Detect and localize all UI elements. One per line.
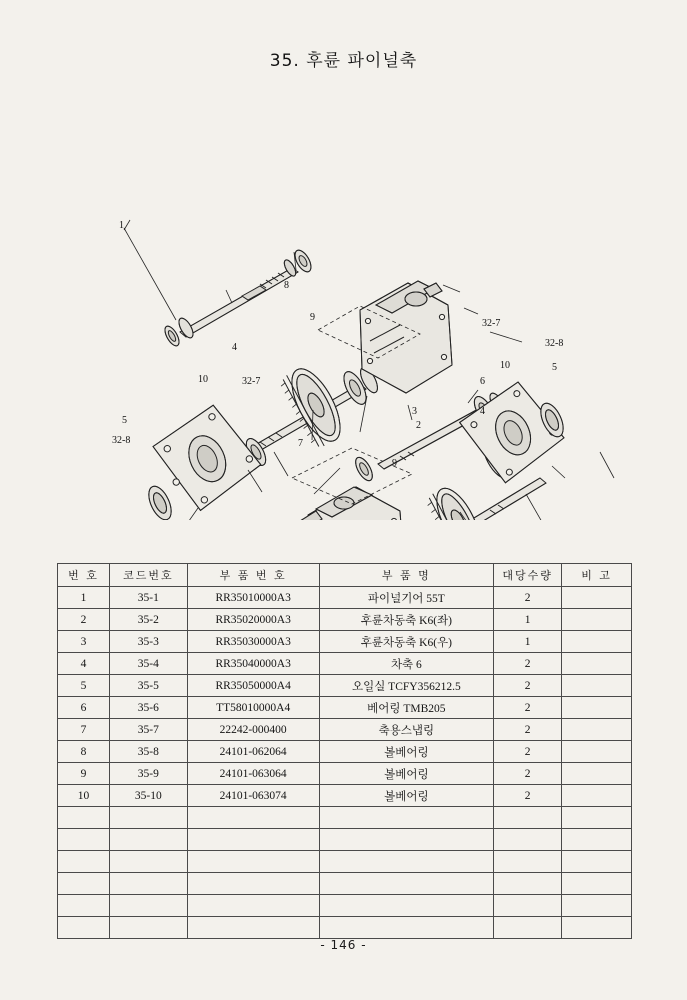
page-number: - 146 - — [320, 938, 367, 952]
table-row — [58, 697, 632, 719]
header-code: 코드번호 — [109, 564, 187, 587]
callout-9-upper: 9 — [310, 312, 315, 323]
table-row — [58, 631, 632, 653]
cell-no: 9 — [58, 763, 110, 785]
cell-name: 축용스냅링 — [319, 719, 494, 741]
table-row — [58, 763, 632, 785]
cell-no: 6 — [58, 697, 110, 719]
cell-code: 35-4 — [109, 653, 187, 675]
table-row — [58, 719, 632, 741]
cell-qty: 2 — [494, 719, 562, 741]
table-row — [58, 741, 632, 763]
table-row — [58, 785, 632, 807]
cell-part-no: RR35010000A3 — [187, 587, 319, 609]
cell-no: 4 — [58, 653, 110, 675]
cell-part-no: RR35050000A4 — [187, 675, 319, 697]
cell-no: 7 — [58, 719, 110, 741]
cell-name: 차축 6 — [319, 653, 494, 675]
cell-name: 파이널기어 55T — [319, 587, 494, 609]
cell-part-no: 24101-063074 — [187, 785, 319, 807]
callout-9-lower: 9 — [392, 458, 397, 469]
cell-no: 1 — [58, 587, 110, 609]
cell-qty: 2 — [494, 697, 562, 719]
cell-remark — [562, 609, 632, 631]
cell-qty: 2 — [494, 785, 562, 807]
cell-code: 35-1 — [109, 587, 187, 609]
cell-remark — [562, 763, 632, 785]
callout-1: 1 — [119, 220, 124, 231]
cell-remark — [562, 741, 632, 763]
table-row-empty — [58, 807, 632, 829]
cell-code: 35-2 — [109, 609, 187, 631]
cell-name: 베어링 TMB205 — [319, 697, 494, 719]
cell-part-no: 24101-062064 — [187, 741, 319, 763]
table-row-empty — [58, 851, 632, 873]
cell-name: 후륜차동축 K6(우) — [319, 631, 494, 653]
cell-part-no: 24101-063064 — [187, 763, 319, 785]
cell-qty: 1 — [494, 631, 562, 653]
cell-remark — [562, 697, 632, 719]
callout-32-7-top: 32-7 — [482, 318, 501, 329]
cell-qty: 2 — [494, 587, 562, 609]
callout-8: 8 — [284, 280, 289, 291]
cell-part-no: RR35020000A3 — [187, 609, 319, 631]
parts-table — [57, 563, 632, 939]
callout-2: 2 — [416, 420, 421, 431]
cell-part-no: RR35040000A3 — [187, 653, 319, 675]
cell-part-no: RR35030000A3 — [187, 631, 319, 653]
header-no: 번 호 — [58, 564, 110, 587]
callout-3: 3 — [412, 406, 417, 417]
cell-code: 35-3 — [109, 631, 187, 653]
callout-10-right: 10 — [500, 360, 510, 371]
cell-remark — [562, 785, 632, 807]
cell-name: 볼베어링 — [319, 741, 494, 763]
callout-5-left: 5 — [122, 415, 127, 426]
callout-10-left: 10 — [198, 374, 208, 385]
cell-code: 35-10 — [109, 785, 187, 807]
cell-remark — [562, 675, 632, 697]
cell-remark — [562, 719, 632, 741]
table-row — [58, 609, 632, 631]
cell-part-no: TT58010000A4 — [187, 697, 319, 719]
table-row-empty — [58, 895, 632, 917]
cell-qty: 2 — [494, 741, 562, 763]
callout-4-left: 4 — [232, 342, 237, 353]
header-part-name: 부 품 명 — [319, 564, 494, 587]
cell-qty: 2 — [494, 675, 562, 697]
table-row-empty — [58, 873, 632, 895]
callout-6: 6 — [480, 376, 485, 387]
table-row — [58, 653, 632, 675]
callout-4-right: 4 — [480, 406, 485, 417]
header-part-no: 부 품 번 호 — [187, 564, 319, 587]
cell-part-no: 22242-000400 — [187, 719, 319, 741]
callout-32-8-left: 32-8 — [112, 435, 131, 446]
cell-no: 2 — [58, 609, 110, 631]
exploded-parts-diagram — [60, 120, 630, 520]
cell-no: 8 — [58, 741, 110, 763]
page-title: 35. 후륜 파이널축 — [269, 51, 418, 71]
cell-code: 35-6 — [109, 697, 187, 719]
cell-no: 3 — [58, 631, 110, 653]
cell-no: 5 — [58, 675, 110, 697]
cell-remark — [562, 653, 632, 675]
header-qty: 대당수량 — [494, 564, 562, 587]
cell-name: 후륜차동축 K6(좌) — [319, 609, 494, 631]
cell-remark — [562, 631, 632, 653]
callout-32-7-left: 32-7 — [242, 376, 261, 387]
cell-qty: 2 — [494, 653, 562, 675]
table-row-empty — [58, 917, 632, 939]
cell-code: 35-9 — [109, 763, 187, 785]
table-row — [58, 675, 632, 697]
cell-remark — [562, 587, 632, 609]
cell-name: 볼베어링 — [319, 763, 494, 785]
cell-no: 10 — [58, 785, 110, 807]
callout-5-right: 5 — [552, 362, 557, 373]
cell-code: 35-8 — [109, 741, 187, 763]
table-header-row — [58, 564, 632, 587]
callout-7-upper: 7 — [298, 438, 303, 449]
table-row — [58, 587, 632, 609]
cell-qty: 1 — [494, 609, 562, 631]
cell-qty: 2 — [494, 763, 562, 785]
callout-32-8-top: 32-8 — [545, 338, 564, 349]
cell-code: 35-5 — [109, 675, 187, 697]
cell-code: 35-7 — [109, 719, 187, 741]
table-row-empty — [58, 829, 632, 851]
cell-name: 오일실 TCFY356212.5 — [319, 675, 494, 697]
cell-name: 볼베어링 — [319, 785, 494, 807]
header-remark: 비 고 — [562, 564, 632, 587]
table-body — [58, 587, 632, 939]
